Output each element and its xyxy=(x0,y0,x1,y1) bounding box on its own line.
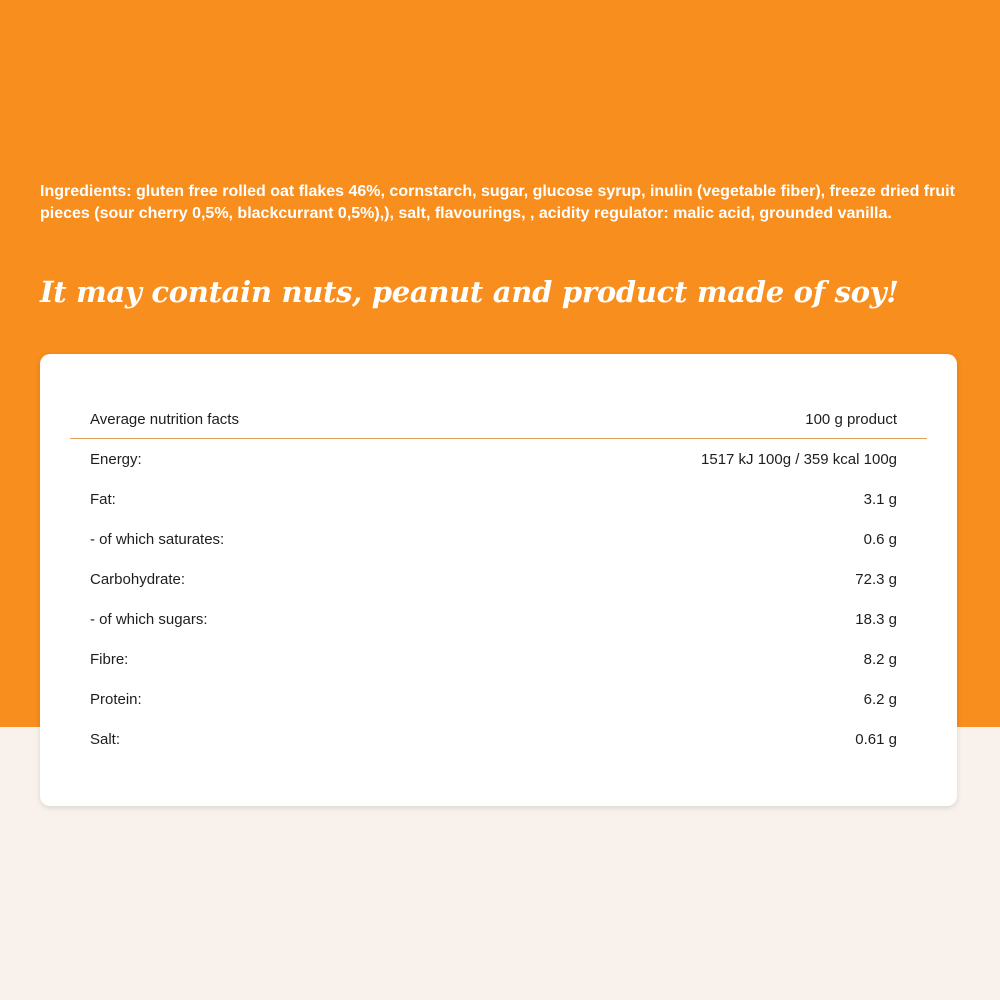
nutrition-row-carbohydrate xyxy=(70,559,927,599)
nutrition-value: 1517 kJ 100g / 359 kcal 100g xyxy=(701,450,897,468)
nutrition-row-saturates xyxy=(70,519,927,559)
nutrition-label: Carbohydrate: xyxy=(90,570,186,588)
nutrition-row-fibre xyxy=(70,639,927,679)
nutrition-row-protein xyxy=(70,679,927,719)
nutrition-value: 0.6 g xyxy=(863,530,897,548)
nutrition-label: Fat: xyxy=(90,490,116,508)
allergen-warning: It may contain nuts, peanut and product made of soy! xyxy=(40,275,899,309)
nutrition-label: Salt: xyxy=(90,730,121,748)
nutrition-table-header xyxy=(70,400,927,439)
nutrition-table-body xyxy=(70,439,927,759)
nutrition-label: Protein: xyxy=(90,690,142,708)
nutrition-value: 18.3 g xyxy=(855,610,897,628)
nutrition-value: 8.2 g xyxy=(863,650,897,668)
nutrition-header-label: Average nutrition facts xyxy=(90,410,239,428)
nutrition-value: 72.3 g xyxy=(855,570,897,588)
nutrition-card xyxy=(40,354,957,806)
nutrition-label: Fibre: xyxy=(90,650,129,668)
nutrition-header-value: 100 g product xyxy=(805,410,897,428)
nutrition-value: 3.1 g xyxy=(863,490,897,508)
nutrition-row-sugars xyxy=(70,599,927,639)
nutrition-value: 6.2 g xyxy=(863,690,897,708)
ingredients-text: Ingredients: gluten free rolled oat flakes 46%, cornstarch, sugar, glucose syrup, inulin (vegetable fiber), freeze dried fruit pieces (sour cherry 0,5%, blackcurrant 0,5%),), salt, flavourings, , acidity regulator: malic acid, grounded vanilla. xyxy=(40,183,955,222)
nutrition-label: - of which saturates: xyxy=(90,530,225,548)
nutrition-row-salt xyxy=(70,719,927,759)
nutrition-row-fat xyxy=(70,479,927,519)
nutrition-label: Energy: xyxy=(90,450,142,468)
nutrition-row-energy xyxy=(70,439,927,479)
nutrition-label: - of which sugars: xyxy=(90,610,208,628)
nutrition-value: 0.61 g xyxy=(855,730,897,748)
